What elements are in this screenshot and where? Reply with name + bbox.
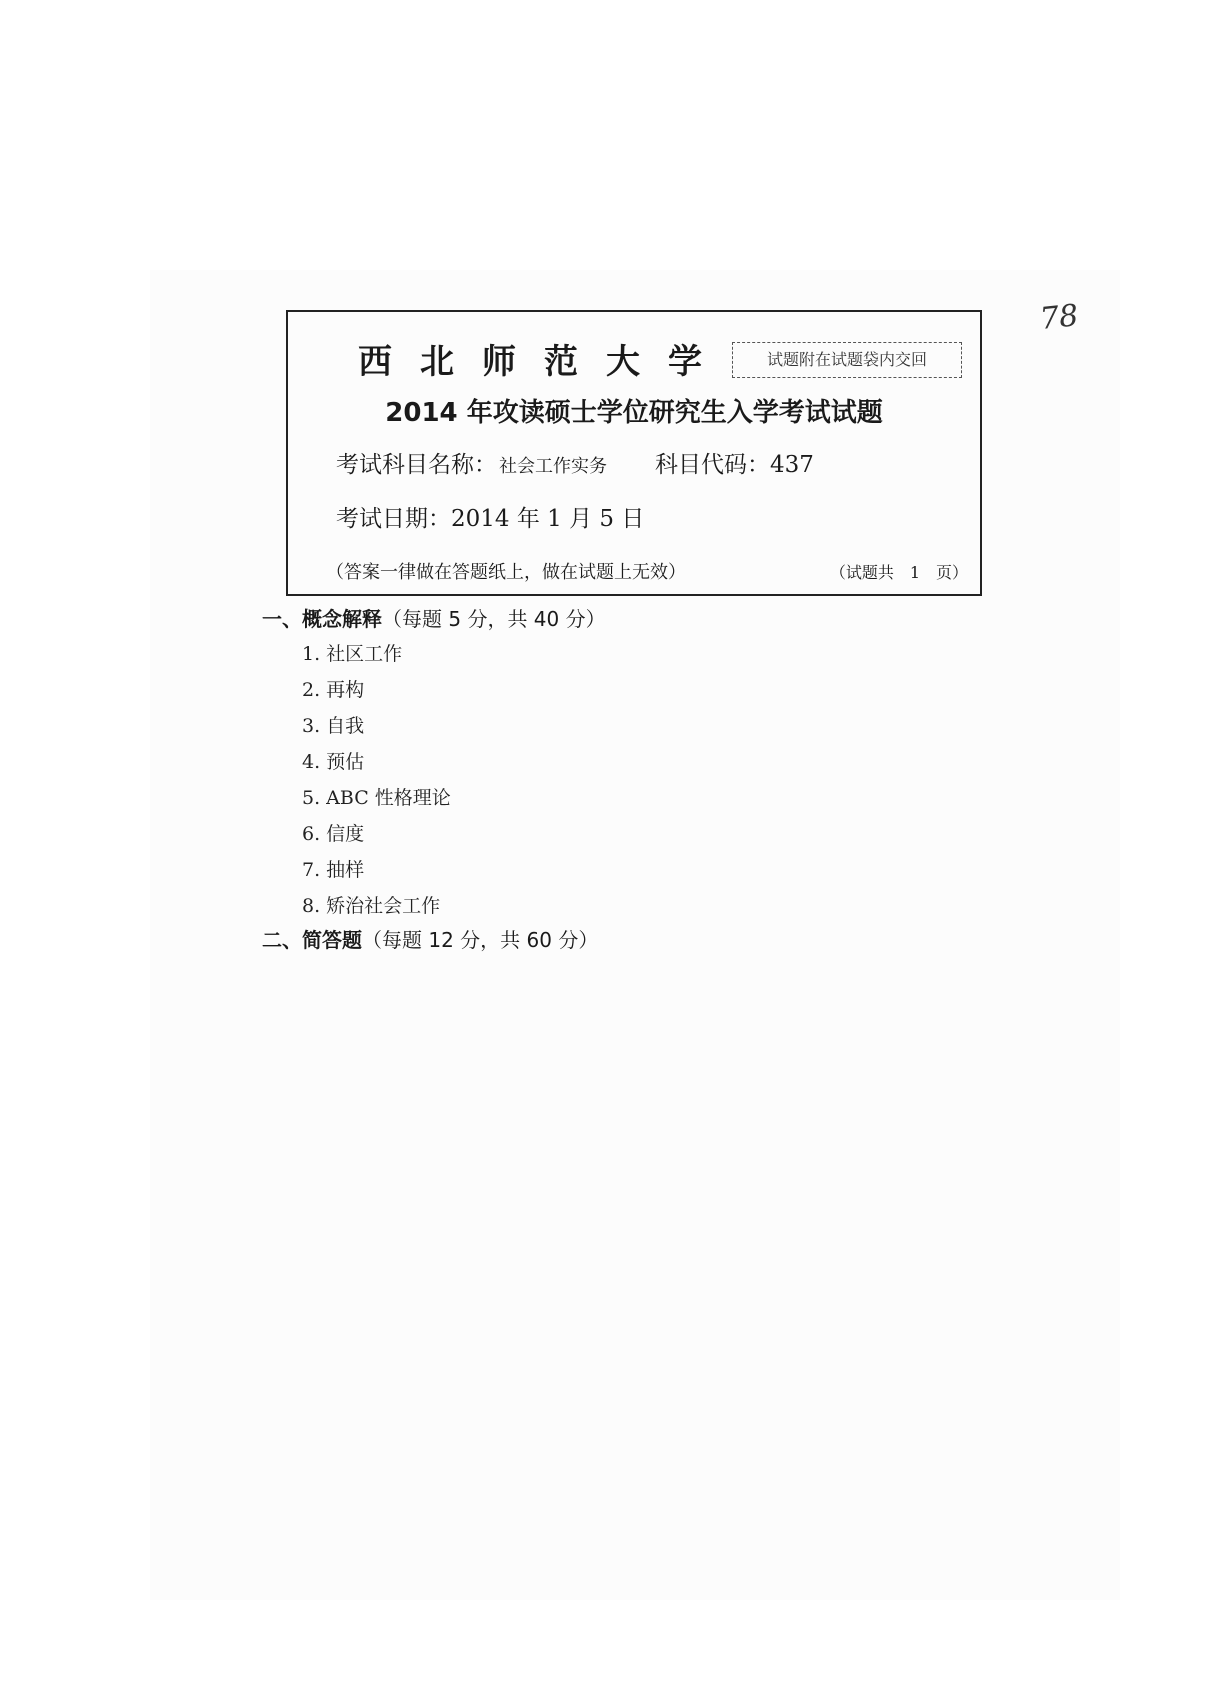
exam-date-value: 2014 年 1 月 5 日 <box>451 506 645 532</box>
section-title: 二、简答题 <box>262 928 362 952</box>
exam-date-label: 考试日期： <box>336 506 451 532</box>
return-notice-stamp: 试题附在试题袋内交回 <box>732 342 962 378</box>
answer-instruction: （答案一律做在答题纸上，做在试题上无效） <box>326 562 686 583</box>
subject-code <box>655 452 814 478</box>
question-item: 7. 抽样 <box>302 859 365 881</box>
exam-date-line <box>336 500 644 533</box>
section-title: 一、概念解释 <box>262 607 382 631</box>
subject-code-value: 437 <box>770 452 814 478</box>
university-name: 西北师范大学 <box>358 342 730 382</box>
subject-name: 社会工作实务 <box>499 456 607 477</box>
question-item: 3. 自我 <box>302 715 365 737</box>
subject-code-label: 科目代码： <box>655 452 770 478</box>
concept-question-list <box>302 636 451 924</box>
section-scoring: （每题 12 分，共 60 分） <box>362 928 599 952</box>
section-scoring: （每题 5 分，共 40 分） <box>382 607 606 631</box>
page-count: （试题共 1 页） <box>829 563 968 582</box>
section-heading-short-answer <box>262 924 598 953</box>
question-item: 5. ABC 性格理论 <box>302 787 451 809</box>
question-item: 2. 再构 <box>302 679 365 701</box>
exam-title: 2014 年攻读硕士学位研究生入学考试试题 <box>385 398 883 428</box>
question-item: 4. 预估 <box>302 751 365 773</box>
handwritten-page-number: 78 <box>1038 298 1080 337</box>
subject-label: 考试科目名称： <box>336 452 497 478</box>
question-item: 1. 社区工作 <box>302 643 403 665</box>
question-item: 6. 信度 <box>302 823 365 845</box>
question-item: 8. 矫治社会工作 <box>302 895 441 917</box>
subject-line <box>336 446 814 479</box>
section-heading-concepts <box>262 603 606 632</box>
exam-header-box <box>286 310 982 596</box>
